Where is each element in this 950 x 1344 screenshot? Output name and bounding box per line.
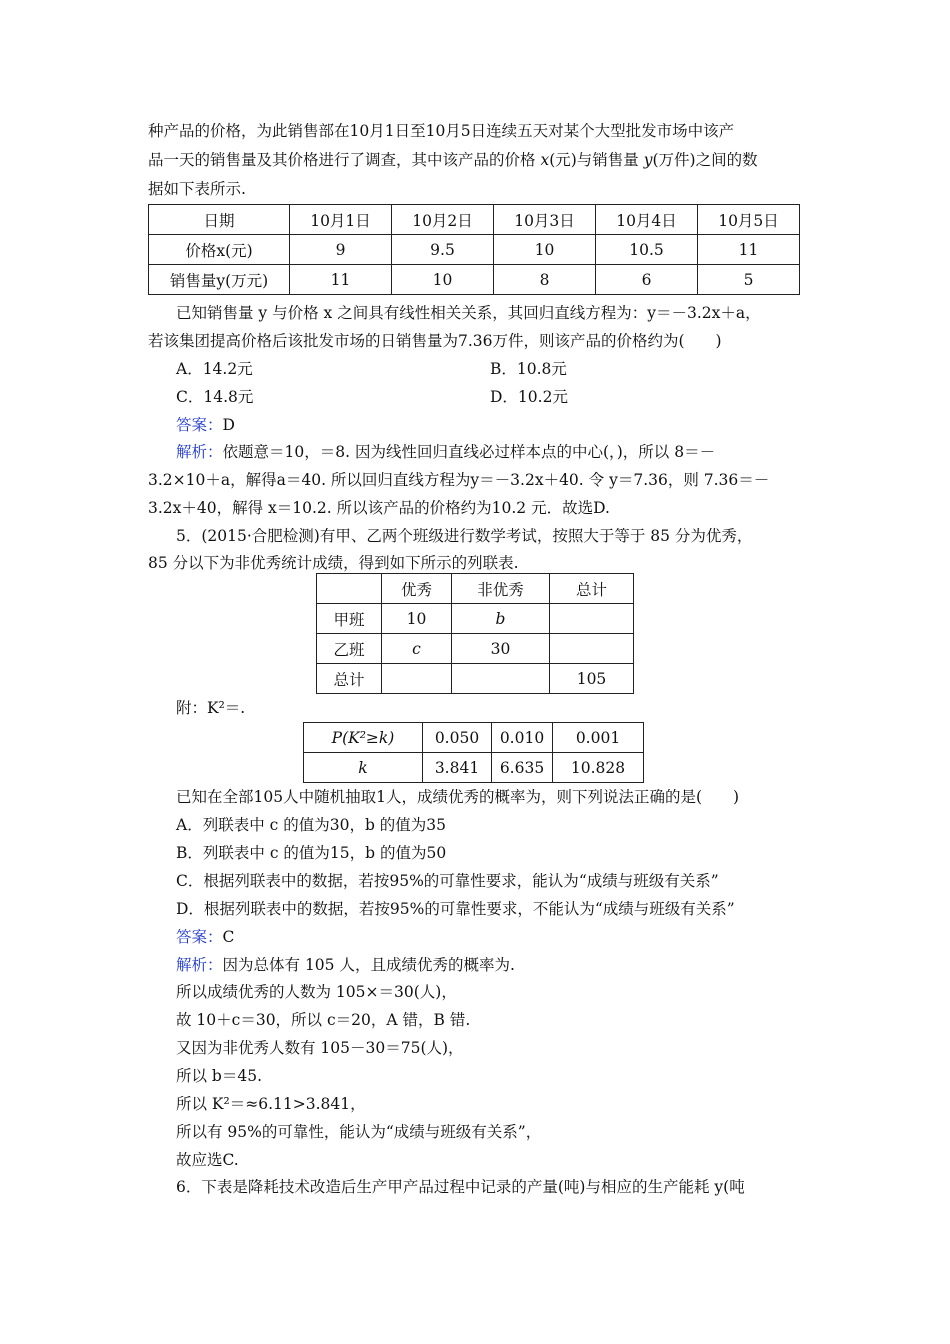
table-row [149,235,800,265]
table-row [317,574,634,604]
q4-option-a: A．14.2元 [176,360,253,378]
q5-line-2: 85 分以下为非优秀统计成绩，得到如下所示的列联表. [148,554,519,572]
contingency-table [316,573,634,694]
q5-analysis-2: 所以成绩优秀的人数为 105×＝30(人)， [176,983,457,1001]
q5-analysis-7: 所以有 95%的可靠性，能认为“成绩与班级有关系”， [176,1123,542,1141]
table-cell: 日期 [149,205,290,235]
table-cell [550,634,634,664]
table-cell: 9.5 [392,235,494,265]
table-cell: 6.635 [492,753,553,783]
table-cell: b [452,604,550,634]
q4-analysis-3: 3.2x＋40，解得 x＝10.2. 所以该产品的价格约为10.2 元．故选D. [148,499,610,517]
q5-analysis-1: 解析：因为总体有 105 人，且成绩优秀的概率为. [176,956,515,974]
table-cell: 9 [290,235,392,265]
table-cell: 10.5 [596,235,698,265]
table-cell: 10.828 [553,753,644,783]
table-cell: 10月3日 [494,205,596,235]
table-cell: 非优秀 [452,574,550,604]
q4-option-c: C．14.8元 [176,388,254,406]
q5-stem: 已知在全部105人中随机抽取1人，成绩优秀的概率为，则下列说法正确的是( ) [176,788,740,806]
q4-analysis-1: 解析：依题意＝10，＝8. 因为线性回归直线必过样本点的中心(，)，所以 8＝－ [176,443,716,461]
table-cell: 30 [452,634,550,664]
appendix-formula: 附：K²＝. [176,699,246,717]
table-cell: 10月4日 [596,205,698,235]
table-cell: 价格x(元) [149,235,290,265]
table-cell: 8 [494,265,596,295]
q5-answer: 答案：C [176,928,235,946]
table-cell: 0.001 [553,723,644,753]
table-cell: k [304,753,423,783]
table-cell: P(K²≥k) [304,723,423,753]
table-cell: 105 [550,664,634,694]
price-sales-table [148,204,800,295]
table-cell: 10月1日 [290,205,392,235]
table-cell: 6 [596,265,698,295]
q6-line-1: 6．下表是降耗技术改造后生产甲产品过程中记录的产量(吨)与相应的生产能耗 y(吨 [176,1178,745,1196]
q5-option-c: C．根据列联表中的数据，若按95%的可靠性要求，能认为“成绩与班级有关系” [176,872,719,890]
table-cell: 10 [392,265,494,295]
table-cell: 5 [698,265,800,295]
q5-analysis-5: 所以 b＝45. [176,1067,262,1085]
table-cell [452,664,550,694]
q4-line-1: 已知销售量 y 与价格 x 之间具有线性相关关系，其回归直线方程为：y＝－3.2x＋a， [176,304,761,322]
q4-answer: 答案：D [176,416,235,434]
table-cell: 10月2日 [392,205,494,235]
table-cell: 优秀 [382,574,452,604]
q5-analysis-6: 所以 K²＝≈6.11>3.841， [176,1095,366,1113]
intro-line-3: 据如下表所示. [148,180,246,198]
q5-analysis-3: 故 10＋c＝30，所以 c＝20，A 错，B 错. [176,1011,471,1029]
q4-line-2: 若该集团提高价格后该批发市场的日销售量为7.36万件，则该产品的价格约为( ) [148,332,722,350]
table-cell: 总计 [550,574,634,604]
table-cell [382,664,452,694]
table-row [317,664,634,694]
table-cell: 甲班 [317,604,382,634]
table-cell: 10 [494,235,596,265]
table-cell: 0.010 [492,723,553,753]
table-cell: 3.841 [423,753,492,783]
table-row [317,604,634,634]
critical-value-table [303,722,644,783]
intro-line-1: 种产品的价格，为此销售部在10月1日至10月5日连续五天对某个大型批发市场中该产 [148,122,735,140]
table-cell [550,604,634,634]
q4-option-b: B．10.8元 [490,360,567,378]
table-cell: 乙班 [317,634,382,664]
table-row [149,265,800,295]
table-row [304,753,644,783]
table-cell: 销售量y(万元) [149,265,290,295]
q4-option-d: D．10.2元 [490,388,568,406]
table-row [304,723,644,753]
q5-option-a: A．列联表中 c 的值为30，b 的值为35 [176,816,447,834]
q5-analysis-8: 故应选C. [176,1151,239,1169]
table-cell [317,574,382,604]
q5-option-b: B．列联表中 c 的值为15，b 的值为50 [176,844,447,862]
table-cell: 10 [382,604,452,634]
q5-line-1: 5．(2015·合肥检测)有甲、乙两个班级进行数学考试，按照大于等于 85 分为优秀， [176,527,753,545]
q5-option-d: D．根据列联表中的数据，若按95%的可靠性要求，不能认为“成绩与班级有关系” [176,900,735,918]
table-cell: c [382,634,452,664]
q4-analysis-2: 3.2×10＋a，解得a＝40. 所以回归直线方程为y＝－3.2x＋40. 令 y＝7.36，则 7.36＝－ [148,471,770,489]
intro-line-2: 品一天的销售量及其价格进行了调查，其中该产品的价格 x(元)与销售量 y(万件)之间的数 [148,151,758,169]
table-cell: 11 [698,235,800,265]
table-cell: 0.050 [423,723,492,753]
table-cell: 11 [290,265,392,295]
table-row [149,205,800,235]
table-cell: 10月5日 [698,205,800,235]
q5-analysis-4: 又因为非优秀人数有 105－30＝75(人)， [176,1039,464,1057]
table-cell: 总计 [317,664,382,694]
table-row [317,634,634,664]
